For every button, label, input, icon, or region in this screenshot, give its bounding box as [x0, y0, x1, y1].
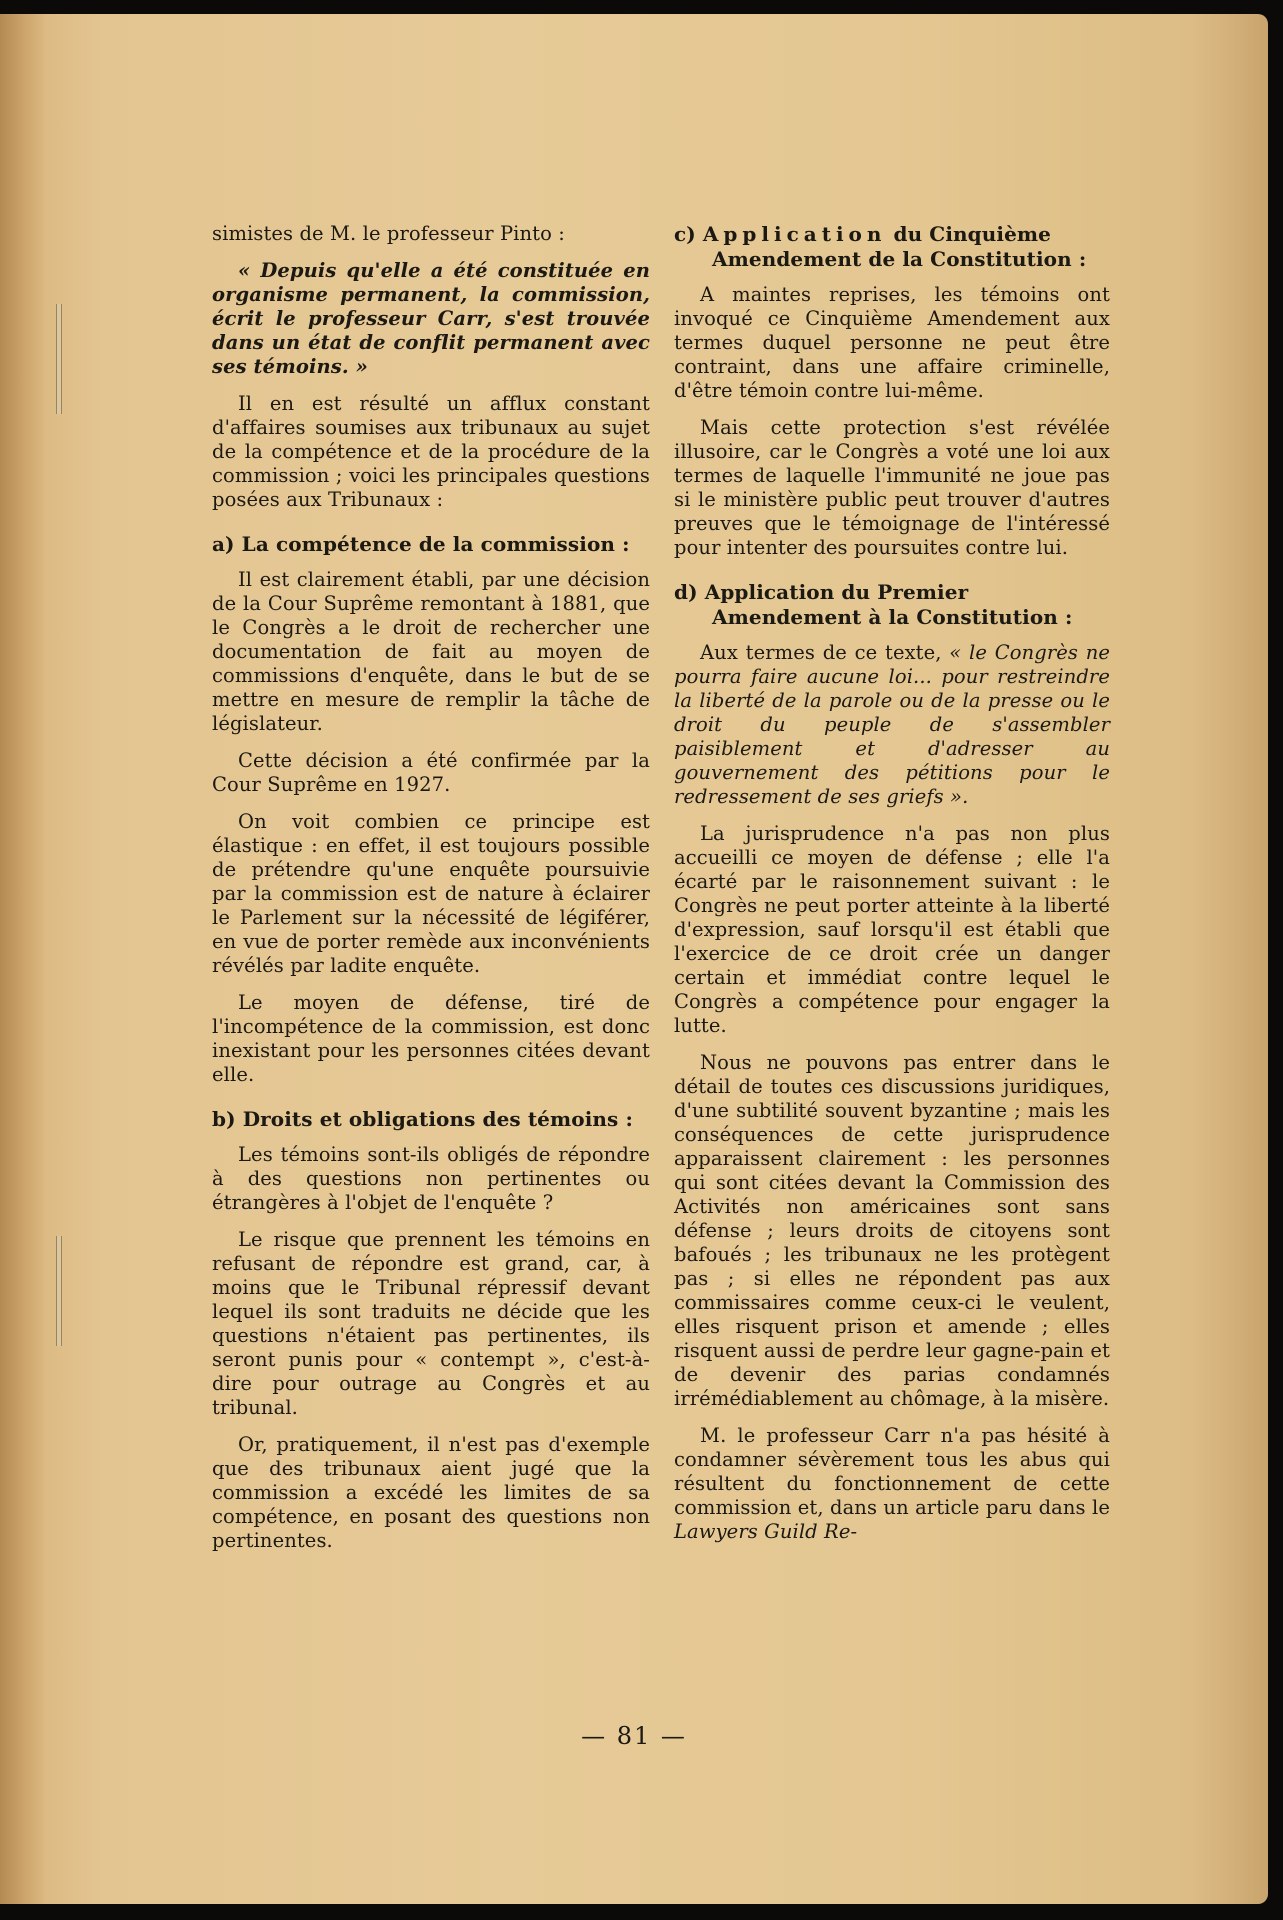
paragraph-d3: Nous ne pouvons pas entrer dans le détail de toutes ces discussions juridiques, d'une subtilité souvent byzantine ; mais les conséquences de cette jurisprudence apparaissent clairement : les personnes qui sont citées devant la Commission des Activités non américaines sont sans défense ; leurs droits de citoyens sont bafoués ; les tribunaux ne les protègent pas ; si elles ne répondent pas aux commissaires comme ceux-ci le veulent, elles risquent prison et amende ; elles risquent aussi de perdre leur gagne-pain et de devenir des parias condamnés irrémédiablement au chômage, à la misère.: [674, 1051, 1110, 1410]
paragraph-a4: Le moyen de défense, tiré de l'incompétence de la commission, est donc inexistant pour les personnes citées devant elle.: [212, 991, 650, 1086]
right-column: [674, 222, 1110, 1557]
paragraph-b2: Le risque que prennent les témoins en refusant de répondre est grand, car, à moins que le Tribunal répressif devant lequel ils sont traduits ne décide que les questions n'étaient pas pertinentes, ils seront punis pour « contempt », c'est-à-dire pour outrage au Congrès et au tribunal.: [212, 1228, 650, 1419]
paragraph-afflux: Il en est résulté un afflux constant d'affaires soumises aux tribunaux au sujet de la compétence et de la procédure de la commission ; voici les principales questions posées aux Tribunaux :: [212, 392, 650, 511]
paragraph-b1: Les témoins sont-ils obligés de répondre à des questions non pertinentes ou étrangères à l'objet de l'enquête ?: [212, 1143, 650, 1214]
journal-title: Lawyers Guild Re-: [674, 1520, 858, 1543]
paragraph-b3: Or, pratiquement, il n'est pas d'exemple que des tribunaux aient jugé que la commission a excédé les limites de sa compétence, en posant des questions non pertinentes.: [212, 1433, 650, 1552]
paragraph-c2: Mais cette protection s'est révélée illusoire, car le Congrès a voté une loi aux termes de laquelle l'immunité ne joue pas si le ministère public peut trouver d'autres preuves que le témoignage de l'intéressé pour intenter des poursuites contre lui.: [674, 416, 1110, 559]
paragraph-d4: [674, 1424, 1110, 1544]
paragraph-d4-lead: M. le professeur Carr n'a pas hésité à condamner sévèrement tous les abus qui résultent du fonctionnement de cette commission et, dans un article paru dans le: [674, 1424, 1110, 1519]
paragraph-d1-lead: Aux termes de ce texte,: [700, 641, 950, 664]
paragraph-a2: Cette décision a été confirmée par la Cour Suprême en 1927.: [212, 749, 650, 796]
paragraph-d2: La jurisprudence n'a pas non plus accueilli ce moyen de défense ; elle l'a écarté par le raisonnement suivant : le Congrès ne peut porter atteinte à la liberté d'expression, sauf lorsqu'il est établi que l'exercice de ce droit crée un danger certain et immédiat contre lequel le Congrès a compétence pour engager la lutte.: [674, 822, 1110, 1037]
heading-b-droits: b) Droits et obligations des témoins :: [212, 1107, 633, 1131]
heading-a-competence: a) La compétence de la commission :: [212, 532, 630, 556]
paragraph-d1-quote: « le Congrès ne pourra faire aucune loi... pour restreindre la liberté de la parole ou de la presse ou le droit du peuple de s'assembler paisiblement et d'adresser au gouvernement des pétitions pour le redressement de ses griefs ».: [674, 641, 1110, 808]
paragraph-c1: A maintes reprises, les témoins ont invoqué ce Cinquième Amendement aux termes duquel personne ne peut être contraint, dans une affaire criminelle, d'être témoin contre lui-même.: [674, 283, 1110, 402]
binding-gutter: [0, 14, 46, 1904]
heading-d-premier: d) Application du Premier Amendement à la Constitution :: [674, 580, 1073, 629]
heading-c-spaced: Application: [702, 222, 887, 246]
carr-quote: « Depuis qu'elle a été constituée en organisme permanent, la commission, écrit le professeur Carr, s'est trouvée dans un état de conflit permanent avec ses témoins. »: [212, 259, 650, 378]
page-number: — 81 —: [581, 1722, 687, 1750]
paragraph-d1: [674, 641, 1110, 809]
left-column: [212, 222, 650, 1566]
heading-c-rest: du Cinquième Amendement de la Constitution :: [712, 222, 1087, 271]
heading-c-cinquieme: [674, 222, 1110, 272]
paragraph-a1: Il est clairement établi, par une décision de la Cour Suprême remontant à 1881, que le Congrès a le droit de rechercher une documentation de fait au moyen de commissions d'enquête, dans le but de se mettre en mesure de remplir la tâche de législateur.: [212, 568, 650, 735]
staple-top: [56, 304, 62, 414]
staple-bottom: [56, 1236, 62, 1346]
paragraph-a3: On voit combien ce principe est élastique : en effet, il est toujours possible de prétendre qu'une enquête poursuivie par la commission est de nature à éclairer le Parlement sur la nécessité de légiférer, en vue de porter remède aux inconvénients révélés par ladite enquête.: [212, 810, 650, 977]
intro-line: simistes de M. le professeur Pinto :: [212, 222, 565, 245]
heading-c-prefix: c): [674, 222, 703, 246]
